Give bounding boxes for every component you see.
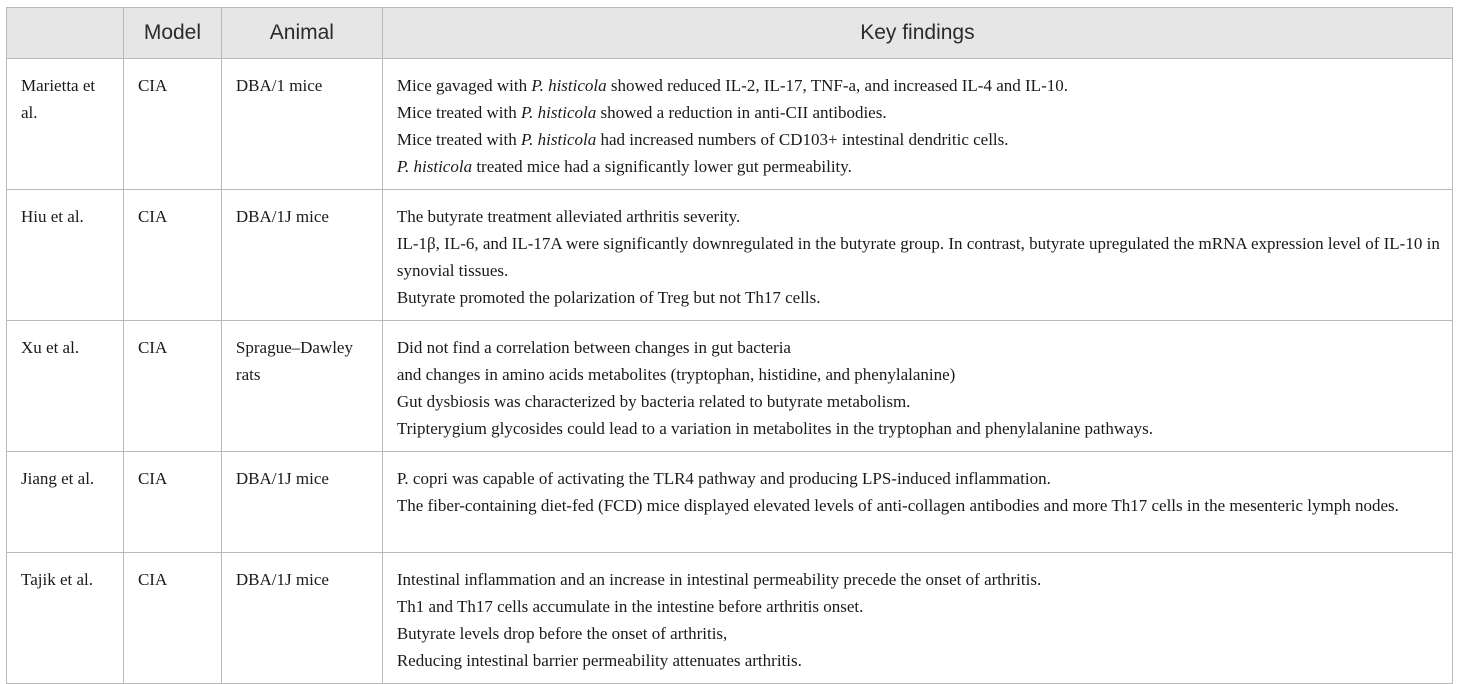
finding-line [397, 284, 1442, 311]
finding-line [397, 593, 1442, 620]
finding-line [397, 126, 1442, 153]
study-cell: Hiu et al. [7, 190, 124, 321]
finding-text: Mice gavaged with [396, 76, 532, 95]
finding-text: The butyrate treatment alleviated arthritis severity. [396, 207, 741, 226]
finding-text: Tripterygium glycosides could lead to a variation in metabolites in the tryptophan and phenylalanine pathways. [396, 419, 1154, 438]
study-cell: Marietta et al. [7, 59, 124, 190]
header-study [7, 8, 124, 59]
findings-table [6, 7, 1453, 684]
finding-text: Butyrate promoted the polarization of Treg but not Th17 cells. [396, 288, 821, 307]
table-row [7, 553, 1453, 684]
finding-text: Intestinal inflammation and an increase in intestinal permeability precede the onset of arthritis. [396, 570, 1042, 589]
header-animal: Animal [221, 8, 382, 59]
animal-cell: DBA/1J mice [221, 190, 382, 321]
finding-text: P. copri was capable of activating the TLR4 pathway and producing LPS-induced inflammation. [396, 469, 1051, 488]
header-row [7, 8, 1453, 59]
finding-line [397, 361, 1442, 388]
finding-text: Mice treated with [396, 103, 521, 122]
animal-cell: DBA/1J mice [221, 452, 382, 553]
species-name: P. histicola [520, 103, 597, 122]
finding-line [397, 99, 1442, 126]
finding-text: Reducing intestinal barrier permeability attenuates arthritis. [396, 651, 802, 670]
finding-text: Mice treated with [396, 130, 521, 149]
finding-line [397, 492, 1442, 519]
finding-text: Th1 and Th17 cells accumulate in the intestine before arthritis onset. [396, 597, 864, 616]
finding-text: treated mice had a significantly lower gut permeability. [472, 157, 852, 176]
findings-cell [382, 321, 1452, 452]
study-cell: Tajik et al. [7, 553, 124, 684]
finding-line [397, 153, 1442, 180]
finding-line [397, 334, 1442, 361]
animal-cell: DBA/1J mice [221, 553, 382, 684]
finding-text: Butyrate levels drop before the onset of arthritis, [396, 624, 728, 643]
finding-text: showed reduced IL-2, IL-17, TNF-a, and increased IL-4 and IL-10. [606, 76, 1068, 95]
species-name: P. histicola [520, 130, 597, 149]
header-key-findings: Key findings [382, 8, 1452, 59]
model-cell: CIA [123, 59, 221, 190]
table-body [7, 59, 1453, 684]
table-row [7, 452, 1453, 553]
model-cell: CIA [123, 190, 221, 321]
model-cell: CIA [123, 452, 221, 553]
table-row [7, 321, 1453, 452]
finding-text: IL-1β, IL-6, and IL-17A were significantly downregulated in the butyrate group. In contrast, butyrate upregulated the mRNA expression level of IL-10 in synovial tissues. [396, 234, 1440, 280]
finding-text: showed a reduction in anti-CII antibodies. [596, 103, 887, 122]
finding-text: and changes in amino acids metabolites (tryptophan, histidine, and phenylalanine) [396, 365, 956, 384]
finding-text: Did not find a correlation between changes in gut bacteria [396, 338, 791, 357]
finding-line [397, 415, 1442, 442]
finding-line [397, 566, 1442, 593]
findings-cell [382, 452, 1452, 553]
animal-cell: DBA/1 mice [221, 59, 382, 190]
findings-cell [382, 59, 1452, 190]
finding-line [397, 620, 1442, 647]
species-name: P. histicola [396, 157, 473, 176]
finding-text: The fiber-containing diet-fed (FCD) mice displayed elevated levels of anti-collagen antibodies and more Th17 cells in the mesenteric lymph nodes. [396, 496, 1399, 515]
study-cell: Xu et al. [7, 321, 124, 452]
table-header [7, 8, 1453, 59]
table-row [7, 190, 1453, 321]
finding-text: Gut dysbiosis was characterized by bacteria related to butyrate metabolism. [396, 392, 911, 411]
model-cell: CIA [123, 321, 221, 452]
findings-cell [382, 553, 1452, 684]
finding-text: had increased numbers of CD103+ intestinal dendritic cells. [596, 130, 1009, 149]
model-cell: CIA [123, 553, 221, 684]
finding-line [397, 465, 1442, 492]
species-name: P. histicola [531, 76, 607, 95]
finding-line [397, 388, 1442, 415]
finding-line [397, 203, 1442, 230]
finding-line [397, 647, 1442, 674]
finding-line [397, 230, 1442, 284]
study-cell: Jiang et al. [7, 452, 124, 553]
findings-cell [382, 190, 1452, 321]
table-row [7, 59, 1453, 190]
animal-cell: Sprague–Dawley rats [221, 321, 382, 452]
header-model: Model [123, 8, 221, 59]
finding-line [397, 72, 1442, 99]
